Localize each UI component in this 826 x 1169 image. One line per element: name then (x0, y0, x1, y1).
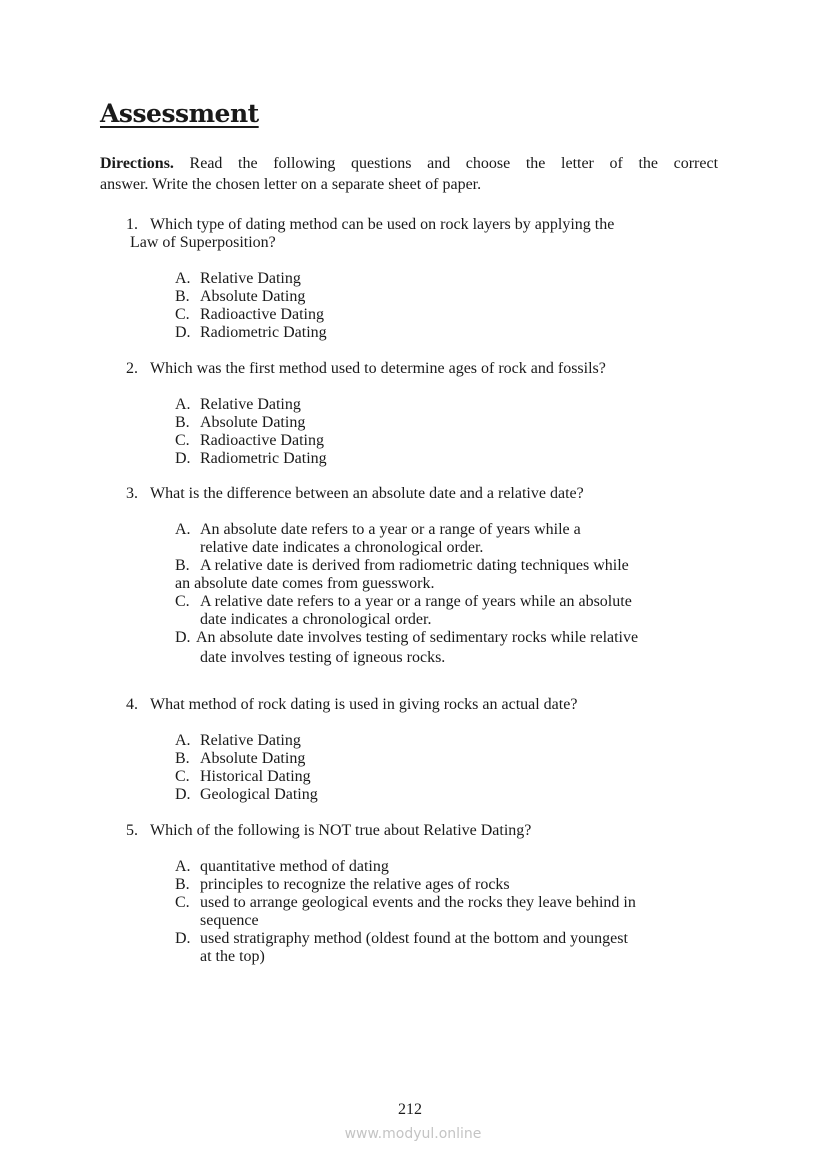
q3-option-c-letter: C. (175, 593, 190, 610)
question-2-text: Which was the first method used to determine ages of rock and fossils? (150, 360, 606, 377)
q2-option-a-letter: A. (175, 396, 191, 413)
q3-option-b-letter: B. (175, 557, 190, 574)
q2-option-c-letter: C. (175, 432, 190, 449)
q3-option-d-cont: date involves testing of igneous rocks. (200, 649, 446, 666)
q5-option-a: quantitative method of dating (200, 858, 389, 875)
q5-option-b: principles to recognize the relative ages of rocks (200, 876, 510, 893)
question-2-number: 2. (126, 360, 138, 377)
page-number: 212 (398, 1101, 422, 1118)
directions-label: Directions. (100, 155, 174, 172)
watermark: www.modyul.online (344, 1126, 482, 1142)
question-1-text-cont: Law of Superposition? (130, 234, 276, 251)
q1-option-d: Radiometric Dating (200, 324, 327, 341)
q4-option-c: Historical Dating (200, 768, 311, 785)
q2-option-d: Radiometric Dating (200, 450, 327, 467)
q4-option-a-letter: A. (175, 732, 191, 749)
q1-option-d-letter: D. (175, 324, 191, 341)
q3-option-a-letter: A. (175, 521, 191, 538)
q3-option-a-cont: relative date indicates a chronological order. (200, 539, 484, 556)
q5-option-c-letter: C. (175, 894, 190, 911)
q5-option-b-letter: B. (175, 876, 190, 893)
q1-option-b: Absolute Dating (200, 288, 306, 305)
q2-option-a: Relative Dating (200, 396, 301, 413)
q1-option-c: Radioactive Dating (200, 306, 324, 323)
q3-option-b-cont: an absolute date comes from guesswork. (175, 575, 435, 592)
q3-option-d: An absolute date involves testing of sedimentary rocks while relative (196, 629, 639, 646)
q4-option-d: Geological Dating (200, 786, 318, 803)
question-4-text: What method of rock dating is used in giving rocks an actual date? (150, 696, 578, 713)
q1-option-a: Relative Dating (200, 270, 301, 287)
q2-option-b: Absolute Dating (200, 414, 306, 431)
question-1-number: 1. (126, 216, 138, 233)
question-5-text: Which of the following is NOT true about Relative Dating? (150, 822, 532, 839)
directions-line-1 (100, 155, 718, 173)
q4-option-c-letter: C. (175, 768, 190, 785)
q5-option-a-letter: A. (175, 858, 191, 875)
directions-line-2: answer. Write the chosen letter on a separate sheet of paper. (100, 176, 482, 193)
q4-option-b: Absolute Dating (200, 750, 306, 767)
directions-text: Read the following questions and choose the letter of the correct (189, 155, 719, 172)
q5-option-c: used to arrange geological events and the rocks they leave behind in (200, 894, 636, 911)
page-title: Assessment (100, 99, 259, 128)
q1-option-c-letter: C. (175, 306, 190, 323)
question-3-number: 3. (126, 485, 138, 502)
q2-option-c: Radioactive Dating (200, 432, 324, 449)
q3-option-c: A relative date refers to a year or a range of years while an absolute (200, 593, 632, 610)
question-3-text: What is the difference between an absolute date and a relative date? (150, 485, 584, 502)
q3-option-d-letter: D. (175, 629, 191, 646)
q3-option-b: A relative date is derived from radiometric dating techniques while (200, 557, 629, 574)
q5-option-d-letter: D. (175, 930, 191, 947)
q5-option-d: used stratigraphy method (oldest found at the bottom and youngest (200, 930, 628, 947)
q4-option-a: Relative Dating (200, 732, 301, 749)
q1-option-b-letter: B. (175, 288, 190, 305)
q4-option-d-letter: D. (175, 786, 191, 803)
question-1-text: Which type of dating method can be used on rock layers by applying the (150, 216, 615, 233)
q1-option-a-letter: A. (175, 270, 191, 287)
q2-option-b-letter: B. (175, 414, 190, 431)
question-4-number: 4. (126, 696, 138, 713)
q5-option-d-cont: at the top) (200, 948, 265, 965)
question-5-number: 5. (126, 822, 138, 839)
q4-option-b-letter: B. (175, 750, 190, 767)
q5-option-c-cont: sequence (200, 912, 259, 929)
q3-option-a: An absolute date refers to a year or a range of years while a (200, 521, 581, 538)
q2-option-d-letter: D. (175, 450, 191, 467)
q3-option-c-cont: date indicates a chronological order. (200, 611, 432, 628)
